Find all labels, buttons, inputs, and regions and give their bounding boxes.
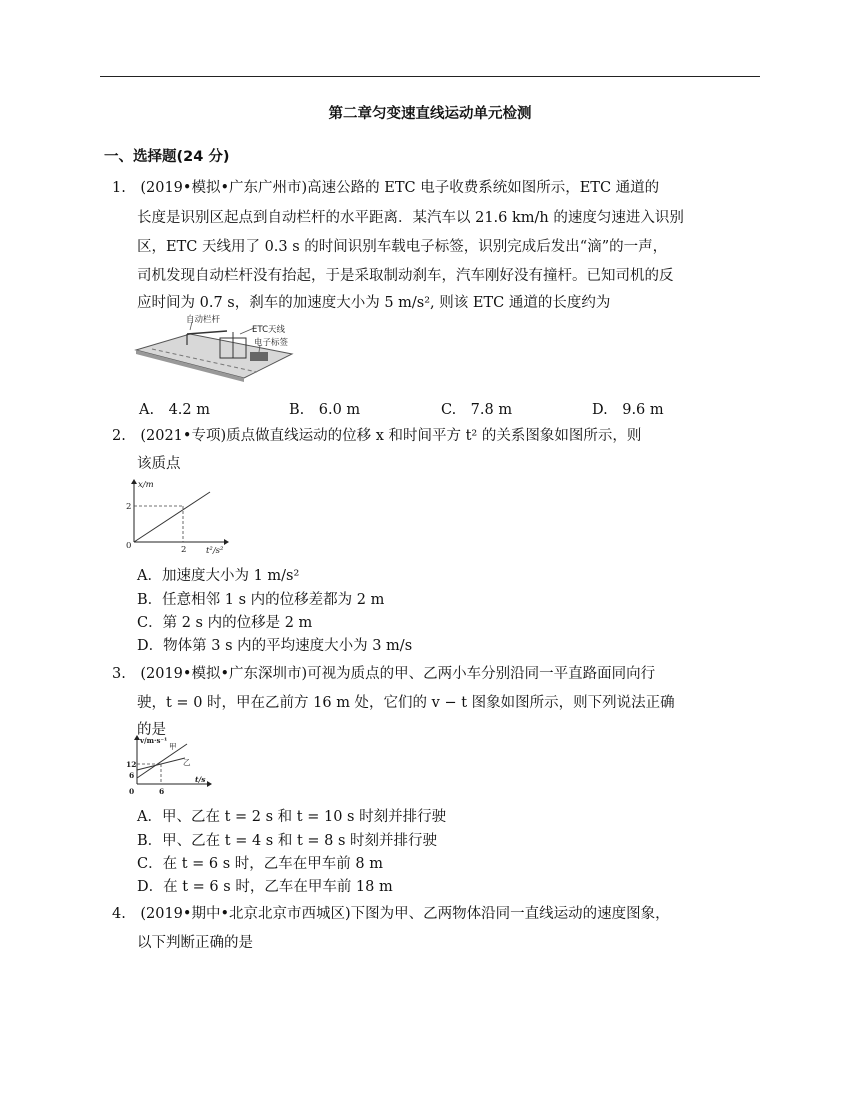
q4-line-1: 4. (2019•期中•北京北京市西城区)下图为甲、乙两物体沿同一直线运动的速度图象，: [112, 906, 670, 922]
q1-line-3: 区，ETC 天线用了 0.3 s 的时间识别车载电子标签，识别完成后发出“滴”的一声，: [137, 239, 668, 255]
graph3-ylabel: v/m·s⁻¹: [140, 736, 168, 745]
q3-option-b[interactable]: B．甲、乙在 t = 4 s 和 t = 8 s 时刻并排行驶: [137, 833, 438, 849]
q1-option-a[interactable]: A. 4.2 m: [139, 402, 210, 418]
graph3-line-yi: 乙: [183, 758, 191, 767]
graph2-xtick: 2: [181, 545, 187, 555]
q2-option-a[interactable]: A．加速度大小为 1 m/s²: [137, 568, 300, 584]
graph3-xtick: 6: [159, 787, 165, 796]
x-t2-graph: [120, 478, 230, 556]
header-rule: [100, 76, 760, 77]
q1-option-d[interactable]: D. 9.6 m: [592, 402, 664, 418]
graph3-line-jia: 甲: [169, 742, 177, 751]
graph2-origin: 0: [126, 541, 132, 551]
q3-line-2: 驶，t = 0 时，甲在乙前方 16 m 处，它们的 v − t 图象如图所示，则下列说法正确: [137, 695, 675, 711]
q2-line-2: 该质点: [137, 456, 181, 472]
q1-option-c[interactable]: C. 7.8 m: [441, 402, 513, 418]
figure-label-tag: 电子标签: [254, 338, 289, 348]
graph2-xlabel: t²/s²: [206, 546, 224, 556]
q2-line-1: 2. (2021•专项)质点做直线运动的位移 x 和时间平方 t² 的关系图象如图所示，则: [112, 428, 642, 444]
q3-line-1: 3. (2019•模拟•广东深圳市)可视为质点的甲、乙两小车分别沿同一平直路面同向行: [112, 666, 656, 682]
q2-option-d[interactable]: D．物体第 3 s 内的平均速度大小为 3 m/s: [137, 638, 413, 654]
q3-option-a[interactable]: A．甲、乙在 t = 2 s 和 t = 10 s 时刻并排行驶: [137, 809, 447, 825]
q3-option-c[interactable]: C．在 t = 6 s 时，乙车在甲车前 8 m: [137, 856, 383, 872]
v-t-graph: [125, 734, 215, 798]
etc-lane-figure: [132, 312, 297, 384]
section-heading: 一、选择题(24 分): [104, 149, 230, 165]
graph3-origin: 0: [129, 787, 135, 796]
q1-line-4: 司机发现自动栏杆没有抬起，于是采取制动刹车，汽车刚好没有撞杆。已知司机的反: [137, 268, 674, 284]
q1-line-5: 应时间为 0.7 s，刹车的加速度大小为 5 m/s², 则该 ETC 通道的长度约为: [137, 295, 611, 311]
q1-line-1: 1. (2019•模拟•广东广州市)高速公路的 ETC 电子收费系统如图所示，ETC 通道的: [112, 180, 660, 196]
graph3-xlabel: t/s: [195, 775, 206, 784]
q3-line-3: 的是: [137, 722, 166, 738]
q1-option-b[interactable]: B. 6.0 m: [289, 402, 361, 418]
graph2-ytick: 2: [126, 502, 132, 512]
figure-label-barrier: 自动栏杆: [186, 315, 221, 325]
page-title: 第二章匀变速直线运动单元检测: [328, 106, 532, 122]
q2-option-b[interactable]: B．任意相邻 1 s 内的位移差都为 2 m: [137, 592, 385, 608]
q2-option-c[interactable]: C．第 2 s 内的位移是 2 m: [137, 615, 313, 631]
graph2-ylabel: x/m: [138, 480, 154, 490]
q1-line-2: 长度是识别区起点到自动栏杆的水平距离．某汽车以 21.6 km/h 的速度匀速进入识别: [137, 210, 684, 226]
q3-option-d[interactable]: D．在 t = 6 s 时，乙车在甲车前 18 m: [137, 879, 393, 895]
graph3-ytick-12: 12: [126, 760, 137, 769]
q4-line-2: 以下判断正确的是: [137, 935, 253, 951]
graph3-ytick-6: 6: [129, 771, 135, 780]
figure-label-antenna: ETC天线: [252, 325, 285, 335]
